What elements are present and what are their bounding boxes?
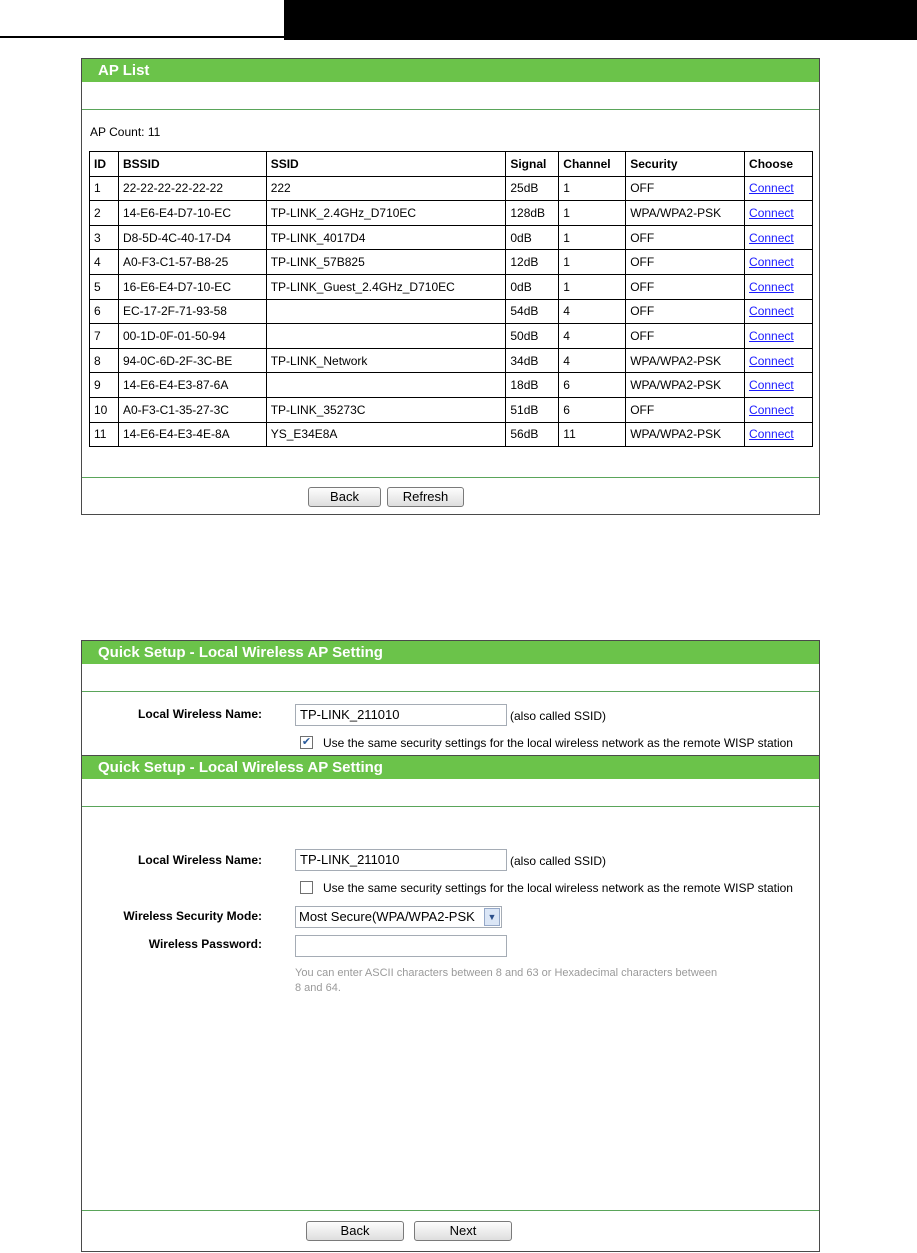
cell-bssid: 14-E6-E4-E3-4E-8A — [118, 422, 266, 447]
cell-ssid — [266, 299, 506, 324]
connect-link[interactable]: Connect — [749, 353, 794, 368]
cell-signal: 18dB — [506, 373, 559, 398]
cell-security: OFF — [626, 225, 745, 250]
cell-security: OFF — [626, 250, 745, 275]
header-left-area — [0, 0, 284, 38]
same-security-checkbox[interactable]: ✔ — [301, 736, 312, 748]
table-row — [90, 373, 813, 398]
col-bssid-header: BSSID — [118, 152, 266, 177]
cell-channel: 4 — [559, 299, 626, 324]
connect-link[interactable]: Connect — [749, 230, 794, 245]
divider — [82, 1210, 819, 1211]
chevron-down-icon[interactable]: ▼ — [484, 908, 500, 926]
cell-channel: 11 — [559, 422, 626, 447]
col-id-header: ID — [90, 152, 119, 177]
cell-channel: 6 — [559, 397, 626, 422]
col-signal-header: Signal — [506, 152, 559, 177]
cell-ssid — [266, 324, 506, 349]
security-mode-value: Most Secure(WPA/WPA2-PSK — [299, 909, 475, 924]
table-row — [90, 250, 813, 275]
cell-ssid: YS_E34E8A — [266, 422, 506, 447]
col-choose-header: Choose — [745, 152, 813, 177]
cell-choose — [745, 225, 813, 250]
cell-choose — [745, 324, 813, 349]
connect-link[interactable]: Connect — [749, 255, 794, 270]
ap-list-title: AP List — [82, 59, 819, 82]
local-wireless-name-input[interactable]: TP-LINK_211010 — [295, 849, 507, 871]
table-row — [90, 201, 813, 226]
ssid-note: (also called SSID) — [510, 709, 607, 723]
cell-ssid: TP-LINK_2.4GHz_D710EC — [266, 201, 506, 226]
cell-signal: 0dB — [506, 274, 559, 299]
local-wireless-name-label: Local Wireless Name: — [138, 707, 262, 721]
cell-bssid: 22-22-22-22-22-22 — [118, 176, 266, 201]
same-security-text: Use the same security settings for the local wireless network as the remote WISP station — [323, 881, 793, 895]
cell-ssid: TP-LINK_Network — [266, 348, 506, 373]
ap-count: AP Count: 11 — [90, 125, 161, 139]
quick-setup-title: Quick Setup - Local Wireless AP Setting — [82, 641, 819, 664]
security-mode-select[interactable] — [295, 906, 502, 928]
cell-signal: 51dB — [506, 397, 559, 422]
cell-id: 2 — [90, 201, 119, 226]
cell-signal: 56dB — [506, 422, 559, 447]
cell-channel: 1 — [559, 201, 626, 226]
divider — [82, 691, 819, 692]
connect-link[interactable]: Connect — [749, 402, 794, 417]
divider — [82, 477, 819, 478]
cell-channel: 4 — [559, 324, 626, 349]
ap-table — [89, 151, 813, 447]
table-row — [90, 324, 813, 349]
table-row — [90, 274, 813, 299]
cell-bssid: EC-17-2F-71-93-58 — [118, 299, 266, 324]
cell-signal: 128dB — [506, 201, 559, 226]
cell-bssid: 14-E6-E4-D7-10-EC — [118, 201, 266, 226]
cell-choose — [745, 299, 813, 324]
divider — [82, 109, 819, 110]
cell-ssid: TP-LINK_35273C — [266, 397, 506, 422]
password-hint-line-1: You can enter ASCII characters between 8 and 63 or Hexadecimal characters between — [295, 967, 718, 979]
local-wireless-name-input[interactable]: TP-LINK_211010 — [295, 704, 507, 726]
cell-ssid: TP-LINK_57B825 — [266, 250, 506, 275]
cell-signal: 54dB — [506, 299, 559, 324]
cell-security: OFF — [626, 274, 745, 299]
cell-id: 7 — [90, 324, 119, 349]
cell-security: WPA/WPA2-PSK — [626, 422, 745, 447]
back-button[interactable]: Back — [308, 487, 381, 507]
cell-bssid: D8-5D-4C-40-17-D4 — [118, 225, 266, 250]
cell-bssid: A0-F3-C1-35-27-3C — [118, 397, 266, 422]
cell-bssid: 16-E6-E4-D7-10-EC — [118, 274, 266, 299]
cell-id: 3 — [90, 225, 119, 250]
ssid-note: (also called SSID) — [510, 854, 607, 868]
cell-bssid: A0-F3-C1-57-B8-25 — [118, 250, 266, 275]
cell-channel: 6 — [559, 373, 626, 398]
refresh-button[interactable]: Refresh — [387, 487, 464, 507]
connect-link[interactable]: Connect — [749, 304, 794, 319]
cell-channel: 1 — [559, 225, 626, 250]
same-security-checkbox[interactable] — [300, 881, 313, 894]
divider — [82, 806, 819, 807]
cell-signal: 25dB — [506, 176, 559, 201]
col-channel-header: Channel — [559, 152, 626, 177]
table-row — [90, 176, 813, 201]
next-button[interactable]: Next — [414, 1221, 512, 1241]
col-ssid-header: SSID — [266, 152, 506, 177]
table-row — [90, 225, 813, 250]
cell-channel: 1 — [559, 274, 626, 299]
wireless-password-label: Wireless Password: — [148, 937, 262, 951]
cell-ssid: 222 — [266, 176, 506, 201]
connect-link[interactable]: Connect — [749, 181, 794, 196]
cell-security: OFF — [626, 299, 745, 324]
table-row — [90, 422, 813, 447]
security-mode-label: Wireless Security Mode: — [123, 909, 262, 923]
cell-choose — [745, 422, 813, 447]
cell-choose — [745, 250, 813, 275]
cell-signal: 0dB — [506, 225, 559, 250]
ap-list-panel — [81, 58, 820, 515]
same-security-text: Use the same security settings for the local wireless network as the remote WISP station — [323, 736, 793, 750]
connect-link[interactable]: Connect — [749, 427, 794, 442]
local-wireless-name-label: Local Wireless Name: — [138, 853, 262, 867]
table-row — [90, 299, 813, 324]
cell-ssid — [266, 373, 506, 398]
ap-table-header — [90, 152, 813, 177]
cell-signal: 34dB — [506, 348, 559, 373]
cell-id: 5 — [90, 274, 119, 299]
cell-id: 10 — [90, 397, 119, 422]
cell-id: 9 — [90, 373, 119, 398]
cell-choose — [745, 373, 813, 398]
password-hint — [295, 966, 717, 996]
header-black-band — [284, 0, 917, 40]
cell-security: WPA/WPA2-PSK — [626, 201, 745, 226]
connect-link[interactable]: Connect — [749, 279, 794, 294]
cell-id: 1 — [90, 176, 119, 201]
cell-security: OFF — [626, 324, 745, 349]
cell-choose — [745, 348, 813, 373]
cell-id: 8 — [90, 348, 119, 373]
cell-security: WPA/WPA2-PSK — [626, 348, 745, 373]
cell-signal: 12dB — [506, 250, 559, 275]
connect-link[interactable]: Connect — [749, 328, 794, 343]
quick-setup-title: Quick Setup - Local Wireless AP Setting — [82, 756, 819, 779]
cell-choose — [745, 176, 813, 201]
cell-ssid: TP-LINK_4017D4 — [266, 225, 506, 250]
cell-channel: 1 — [559, 176, 626, 201]
table-row — [90, 348, 813, 373]
connect-link[interactable]: Connect — [749, 378, 794, 393]
cell-ssid: TP-LINK_Guest_2.4GHz_D710EC — [266, 274, 506, 299]
cell-id: 4 — [90, 250, 119, 275]
wireless-password-input[interactable] — [295, 935, 507, 957]
cell-choose — [745, 397, 813, 422]
cell-channel: 4 — [559, 348, 626, 373]
cell-security: WPA/WPA2-PSK — [626, 373, 745, 398]
back-button[interactable]: Back — [306, 1221, 404, 1241]
cell-choose — [745, 274, 813, 299]
cell-id: 6 — [90, 299, 119, 324]
password-hint-line-2: 8 and 64. — [295, 982, 341, 994]
cell-bssid: 00-1D-0F-01-50-94 — [118, 324, 266, 349]
cell-channel: 1 — [559, 250, 626, 275]
quick-setup-panel-2 — [81, 755, 820, 1252]
cell-id: 11 — [90, 422, 119, 447]
cell-bssid: 14-E6-E4-E3-87-6A — [118, 373, 266, 398]
cell-choose — [745, 201, 813, 226]
col-security-header: Security — [626, 152, 745, 177]
cell-security: OFF — [626, 397, 745, 422]
connect-link[interactable]: Connect — [749, 205, 794, 220]
cell-bssid: 94-0C-6D-2F-3C-BE — [118, 348, 266, 373]
cell-security: OFF — [626, 176, 745, 201]
cell-signal: 50dB — [506, 324, 559, 349]
table-row — [90, 397, 813, 422]
